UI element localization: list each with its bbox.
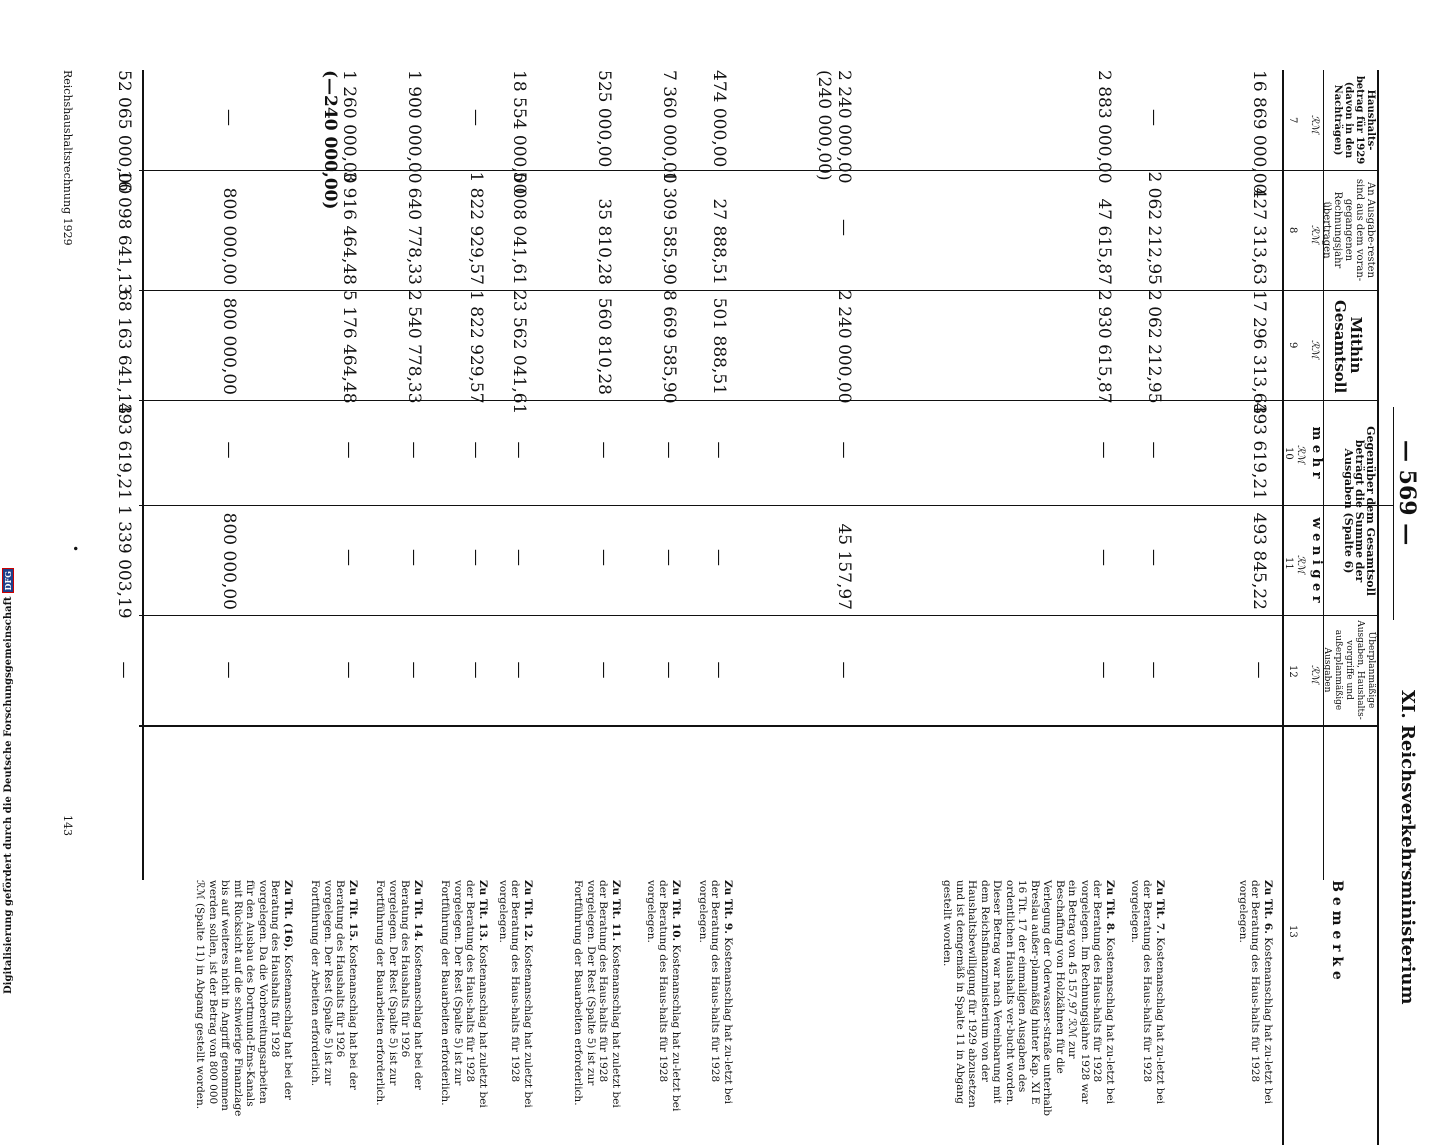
row5-col7: 474 000,00 [709,70,729,168]
row5-col10: — [709,441,729,459]
row3-col11: — [1094,549,1114,566]
row11-col10: — [339,441,359,459]
table-top-rule [1377,70,1379,1145]
row6-col7: 7 360 000,00 [659,70,679,184]
section-title: XI. Reichsverkehrsministerium [1397,690,1418,1005]
header-col9: Mithin Gesamtsoll [1331,300,1365,394]
row4-col11: 45 157,97 [834,523,854,610]
footer-right: 143 [61,815,74,836]
row12-col10: — [219,441,239,459]
row9-col9: 1 822 929,57 [466,290,486,404]
row3-col8: 47 615,87 [1094,198,1114,285]
row1-col12: — [1249,661,1269,679]
row1-col7: 16 869 000,00 [1249,70,1269,195]
colnum-12: 12 [1287,665,1298,678]
row2-col7: — [1144,109,1164,126]
row6-col12: — [659,661,679,679]
row7-col12: — [594,661,614,679]
row4-col7: 2 240 000,00 [834,70,854,184]
row11-col9: 5 176 464,48 [339,290,359,404]
row8-col10: — [509,441,529,459]
digitization-note [2,568,14,994]
row8-col12: — [509,661,529,679]
row9-col7: — [466,109,486,126]
row12-col8: 800 000,00 [219,187,239,285]
remark-tit16: Zu Tit. (16). Kostenanschlag hat bei der Beratung des Haushalts für 1928 vorgelegen. Da die Vorbereitungsarbeiten für den Ausbau des Dortmund-Ems-Kanals mit Rücksicht auf die schwierige Finanzlage bis auf weiteres nicht in Angriff genommen werden sollen, ist der Betrag von 800 000 ℛℳ (Spalte 11) in Abgang gestellt worden. [194,880,294,1117]
remark-tit14: Zu Tit. 14. Kostenanschlag hat bei der Beratung des Haushalts für 1926 vorgelegen. Der Rest (Spalte 5) ist zur Fortführung der Bauarbeiten erforderlich. [374,880,424,1106]
colnum-10: 10 [1283,447,1294,460]
remark-tit9: Zu Tit. 9. Kostenanschlag hat zu-letzt bei der Beratung des Haus-halts für 1928 vorgelegen. [697,880,734,1105]
row10-col7: 1 900 000,00 [404,70,424,184]
row11-col11: — [339,549,359,566]
row7-col9: 560 810,28 [594,297,614,395]
row5-col8: 27 888,51 [709,198,729,285]
row7-col10: — [594,441,614,459]
row9-col12: — [466,661,486,679]
row2-col12: — [1144,661,1164,679]
row10-col9: 2 540 778,33 [404,290,424,404]
row10-col8: 640 778,33 [404,187,424,285]
colnum-13: 13 [1287,925,1298,938]
remark-tit11: Zu Tit. 11. Kostenanschlag hat zuletzt bei der Beratung des Haus-halts für 1928 vorgelegen. Der Rest (Spalte 5) ist zur Fortführung der Bauarbeiten erforderlich. [572,880,622,1108]
row4-col7-note: (240 000,00) [814,70,834,181]
row2-col8: 2 062 212,95 [1144,171,1164,285]
row7-col8: 35 810,28 [594,198,614,285]
row11-col7-note: (—240 000,00) [320,70,340,210]
row1-col11: 493 845,22 [1249,512,1269,610]
row12-col9: 800 000,00 [219,297,239,395]
row8-col11: — [509,549,529,566]
page-number: — 569 — [1394,440,1420,546]
remark-tit8: Zu Tit. 8. Kostenanschlag hat zu-letzt bei der Beratung des Haus-halts für 1928 vorgelegen. Im Rechnungsjahre 1928 war ein Betrag von 45 157,97 ℛℳ zur Beschaffung von Holzkähnen für die Verlegung der Oderwasser-straße unterhalb Breslau außer-planmäßig hinter Kap. XI E 16 Tit. 17 der einmaligen Ausgaben des ordentlichen Haushalts ver-bucht worden. Dieser Betrag war nach Vereinbarung mit dem Reichsfinanzministerium von der Haushaltsbewilligung für 1929 abzusetzen und ist demgemäß in Spalte 11 in Abgang gestellt worden. [941,880,1116,1116]
unit-col12: ℛℳ [1309,665,1320,684]
col-rule-8-9 [139,290,1379,291]
header-col7: Haushalts-betrag für 1929 (davon in den Nachträgen) [1332,75,1376,165]
header-col10-11-group: Gegenüber dem Gesamtsoll beträgt die Summe der Ausgaben (Spalte 6) [1342,426,1377,596]
footer-left: Reichshaushaltsrechnung 1929 [61,70,74,246]
remark-tit7: Zu Tit. 7. Kostenanschlag hat zu-letzt bei der Beratung des Haus-halts für 1928 vorgelegen. [1129,880,1166,1105]
colnum-7: 7 [1287,117,1298,124]
row7-col11: — [594,549,614,566]
total-col8: 16 098 641,13 [114,170,134,295]
row11-col12: — [339,661,359,679]
unit-col7: ℛℳ [1309,115,1320,134]
total-col9: 68 163 641,13 [114,290,134,415]
colnum-8: 8 [1287,227,1298,234]
row5-col11: — [709,549,729,566]
header-bottom-rule [1282,70,1284,1145]
row6-col9: 8 669 585,90 [659,290,679,404]
row4-col8: — [834,219,854,236]
col-rule-11-12 [139,615,1379,616]
total-col11: 1 339 003,19 [114,505,134,619]
row9-col11: — [466,549,486,566]
row2-col11: — [1144,549,1164,566]
group-split-rule [1393,407,1394,620]
row3-col10: — [1094,441,1114,459]
total-col7: 52 065 000,00 [114,70,134,195]
row3-col9: 2 930 615,87 [1094,290,1114,404]
colnum-9: 9 [1287,342,1298,349]
row12-col11: 800 000,00 [219,512,239,610]
row6-col11: — [659,549,679,566]
row4-col10: — [834,441,854,459]
digitization-text: Digitalisierung gefördert durch die Deutsche Forschungsgemeinschaft [3,596,14,994]
header-col10: m e h r [1309,426,1324,479]
row2-col10: — [1144,441,1164,459]
row2-col9: 2 062 212,95 [1144,290,1164,404]
header-col12: Überplanmäßige Ausgaben, Haushalts-vorgriffe und außerplanmäßige Ausgaben [1322,620,1376,720]
row3-col7: 2 883 000,00 [1094,70,1114,184]
row12-col7: — [219,109,239,126]
colnum-11: 11 [1283,557,1294,570]
row11-col7: 1 260 000,00 [339,70,359,184]
header-col11: w e n i g e r [1309,517,1324,603]
row1-col8: 427 313,63 [1249,187,1269,285]
row5-col12: — [709,661,729,679]
dfg-logo-icon: DFG [2,568,14,593]
totals-top-rule [142,70,144,880]
unit-col10: ℛℳ [1295,445,1306,464]
unit-col8: ℛℳ [1309,225,1320,244]
header-col8: An Ausgabe-resten sind aus dem voran-gegangenen Rechnungsjahr übertragen [1321,178,1376,282]
unit-col9: ℛℳ [1309,340,1320,359]
row5-col9: 501 888,51 [709,297,729,395]
row7-col7: 525 000,00 [594,70,614,168]
row12-col12: — [219,661,239,679]
row1-col9: 17 296 313,63 [1249,290,1269,415]
col-rule-12-13 [139,725,1379,727]
row8-col9: 23 562 041,61 [509,290,529,415]
dot-mark: • [68,545,82,553]
remark-tit6: Zu Tit. 6. Kostenanschlag hat zu-letzt bei der Beratung des Haus-halts für 1928 vorgelegen. [1237,880,1274,1105]
header-col13: B e m e r k e [1329,880,1345,980]
row4-col9: 2 240 000,00 [834,290,854,404]
remark-tit12: Zu Tit. 12. Kostenanschlag hat zuletzt bei der Beratung des Haus-halts für 1928 vorgelegen. [497,880,534,1108]
row11-col8: 3 916 464,48 [339,171,359,285]
row1-col10: 493 619,21 [1249,402,1269,500]
remark-tit15: Zu Tit. 15. Kostenanschlag hat bei der Beratung des Haushalts für 1926 vorgelegen. Der Rest (Spalte 5) ist zur Fortführung der Arbeiten erforderlich. [309,880,359,1090]
row10-col11: — [404,549,424,566]
row6-col10: — [659,441,679,459]
row10-col10: — [404,441,424,459]
col-rule-10-11 [139,505,1394,506]
row9-col8: 1 822 929,57 [466,171,486,285]
row3-col12: — [1094,661,1114,679]
row8-col8: 5 008 041,61 [509,171,529,285]
remark-tit13: Zu Tit. 13. Kostenanschlag hat zuletzt bei der Beratung des Haus-halts für 1928 vorgelegen. Der Rest (Spalte 5) ist zur Fortführung der Bauarbeiten erforderlich. [439,880,489,1108]
row10-col12: — [404,661,424,679]
row4-col12: — [834,661,854,679]
remark-tit10: Zu Tit. 10. Kostenanschlag hat zu-letzt bei der Beratung des Haus-halts für 1928 vorgelegen. [645,880,682,1112]
total-col10: 493 619,21 [114,402,134,500]
total-col12: — [114,661,134,679]
row9-col10: — [466,441,486,459]
row6-col8: 1 309 585,90 [659,171,679,285]
col-rule-9-10 [139,400,1379,401]
row8-col7: 18 554 000,00 [509,70,529,195]
unit-col11: ℛℳ [1295,555,1306,574]
